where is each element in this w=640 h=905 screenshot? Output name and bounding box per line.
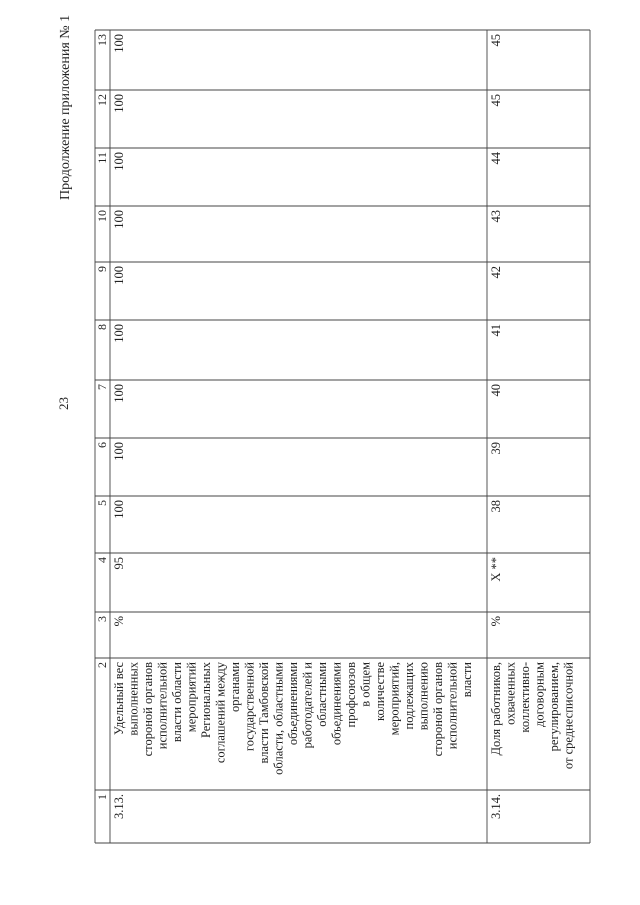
row-description-line: области, областными [271,662,286,775]
row-number: 3.14. [489,794,503,819]
row-description-line: Удельный вес [112,662,126,736]
row-description-line: власти области [170,662,184,743]
row-description-line: количестве [373,662,387,721]
row-description-line: Региональных [199,662,213,739]
row-description-line: в общем [358,662,373,707]
page-number: 23 [56,397,71,410]
row-description-line: объединениями [286,662,300,746]
column-number-header: 10 [95,210,109,222]
row-description-line: соглашений между [213,662,228,764]
column-number-header: 5 [95,500,109,506]
row-description-line: власти [460,662,474,698]
column-number-header: 13 [95,34,109,46]
row-description-line: работодателей и [300,662,315,749]
row-value: 100 [112,442,126,461]
row-description-line: коллективно- [518,662,532,733]
row-description-line: областными [315,662,329,727]
row-value: 45 [489,34,503,47]
row-description-line: Доля работников, [489,662,503,756]
row-description-line: мероприятий [184,662,199,733]
row-description-line: стороной органов [141,662,155,757]
row-value: 100 [112,266,126,285]
row-number: 3.13. [112,794,126,819]
row-description-line: выполненных [126,662,141,736]
column-number-header: 6 [95,442,109,448]
row-unit: % [112,616,126,627]
row-value: 38 [489,500,503,513]
column-number-header: 3 [95,616,109,622]
row-description-line: объединениями [329,662,344,746]
row-value: 100 [112,152,126,171]
column-number-header: 12 [95,94,109,106]
row-value: 42 [489,266,503,279]
column-number-header: 11 [95,152,109,164]
row-value: 40 [489,384,503,397]
row-description-line: охваченных [503,662,518,725]
row-value: 95 [112,557,126,570]
row-description-line: профсоюзов [344,662,358,728]
row-description-line: мероприятий, [387,662,402,736]
row-description-line: органами [228,662,242,713]
column-number-header: 4 [95,557,109,563]
row-value: 43 [489,210,503,223]
row-unit: % [489,616,503,627]
row-value: 100 [112,500,126,519]
row-description-line: регулированием, [547,662,561,752]
row-value: X ** [489,557,503,582]
column-number-header: 1 [95,794,109,800]
row-description-line: исполнительной [445,662,460,750]
row-description-line: выполнению [416,662,431,731]
row-value: 100 [112,94,126,113]
row-value: 100 [112,34,126,53]
row-value: 100 [112,324,126,343]
row-description-line: от среднесписочной [561,662,576,770]
row-description-line: власти Тамбовской [257,662,271,764]
header-note: Продолжение приложения № 1 [58,14,73,200]
column-number-header: 7 [95,384,109,390]
row-description-line: исполнительной [155,662,170,750]
column-number-header: 8 [95,324,109,330]
row-description-line: стороной органов [431,662,445,757]
row-value: 39 [489,442,503,455]
row-description-line: договорным [532,662,547,727]
row-description-line: государственной [242,662,257,752]
row-value: 100 [112,210,126,229]
row-value: 45 [489,94,503,107]
column-number-header: 9 [95,266,109,272]
row-value: 44 [489,152,503,165]
column-number-header: 2 [95,662,109,668]
row-value: 41 [489,324,503,337]
row-description-line: подлежащих [402,662,416,730]
row-value: 100 [112,384,126,403]
